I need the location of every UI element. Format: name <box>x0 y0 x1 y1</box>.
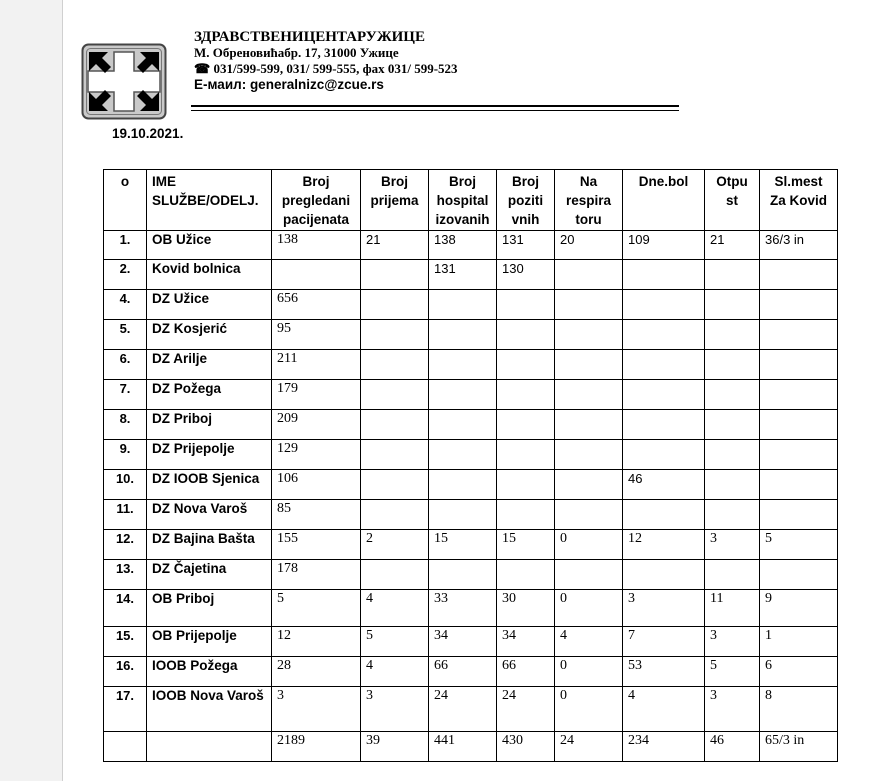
cell-beds <box>760 350 838 380</box>
cell-discharged <box>705 500 760 530</box>
cell-days <box>623 320 705 350</box>
cell-examined: 178 <box>272 560 361 590</box>
cell-hospitalized: 15 <box>429 530 497 560</box>
cell-positive <box>497 290 555 320</box>
col-header-positive: Broj poziti vnih <box>497 170 555 231</box>
cell-no: 9. <box>104 440 147 470</box>
table-header-row <box>104 170 838 231</box>
cell-hospitalized <box>429 500 497 530</box>
cell-positive: 66 <box>497 657 555 687</box>
cell-respirator <box>555 380 623 410</box>
cell-days: 7 <box>623 627 705 657</box>
cell-no: 4. <box>104 290 147 320</box>
cell-beds <box>760 290 838 320</box>
cell-respirator <box>555 500 623 530</box>
cell-positive <box>497 500 555 530</box>
cell-respirator <box>555 320 623 350</box>
cell-positive: 131 <box>497 231 555 260</box>
cell-no: 8. <box>104 410 147 440</box>
cell-hospitalized: 441 <box>429 732 497 762</box>
health-center-logo-icon <box>81 43 167 120</box>
table-row <box>104 470 838 500</box>
cell-hospitalized: 34 <box>429 627 497 657</box>
cell-examined: 95 <box>272 320 361 350</box>
cell-discharged: 3 <box>705 627 760 657</box>
table-row <box>104 440 838 470</box>
cell-hospitalized <box>429 560 497 590</box>
cell-discharged: 3 <box>705 530 760 560</box>
institution-name: ЗДРАВСТВЕНИЦЕНТАРУЖИЦЕ <box>194 29 425 45</box>
cell-beds <box>760 440 838 470</box>
cell-name: DZ Užice <box>147 290 272 320</box>
report-date: 19.10.2021. <box>112 126 184 141</box>
cell-no: 6. <box>104 350 147 380</box>
col-header-discharged: Otpu st <box>705 170 760 231</box>
cell-days: 4 <box>623 687 705 732</box>
cell-respirator <box>555 410 623 440</box>
cell-name: OB Prijepolje <box>147 627 272 657</box>
cell-admissions <box>361 350 429 380</box>
cell-days <box>623 440 705 470</box>
cell-discharged <box>705 260 760 290</box>
cell-hospitalized <box>429 470 497 500</box>
cell-positive: 24 <box>497 687 555 732</box>
cell-respirator: 4 <box>555 627 623 657</box>
cell-hospitalized <box>429 290 497 320</box>
cell-admissions <box>361 500 429 530</box>
cell-positive <box>497 470 555 500</box>
col-header-admissions: Broj prijema <box>361 170 429 231</box>
cell-examined: 2189 <box>272 732 361 762</box>
table-row <box>104 687 838 732</box>
cell-discharged <box>705 350 760 380</box>
cell-hospitalized <box>429 410 497 440</box>
cell-no: 15. <box>104 627 147 657</box>
cell-days <box>623 410 705 440</box>
cell-positive <box>497 350 555 380</box>
cell-no: 16. <box>104 657 147 687</box>
col-header-examined: Broj pregledani pacijenata <box>272 170 361 231</box>
cell-hospitalized <box>429 320 497 350</box>
cell-days <box>623 380 705 410</box>
cell-respirator <box>555 290 623 320</box>
cell-respirator: 0 <box>555 590 623 627</box>
cell-admissions <box>361 560 429 590</box>
cell-positive <box>497 410 555 440</box>
cell-examined: 155 <box>272 530 361 560</box>
cell-days: 12 <box>623 530 705 560</box>
cell-beds: 65/3 in <box>760 732 838 762</box>
cell-respirator: 0 <box>555 657 623 687</box>
cell-no: 14. <box>104 590 147 627</box>
cell-days: 3 <box>623 590 705 627</box>
header-divider-thin <box>191 110 679 111</box>
cell-examined: 129 <box>272 440 361 470</box>
cell-admissions: 3 <box>361 687 429 732</box>
cell-beds <box>760 500 838 530</box>
cell-beds: 6 <box>760 657 838 687</box>
cell-name: DZ Požega <box>147 380 272 410</box>
cell-admissions <box>361 290 429 320</box>
cell-respirator: 20 <box>555 231 623 260</box>
cell-discharged <box>705 290 760 320</box>
cell-examined: 656 <box>272 290 361 320</box>
cell-positive: 130 <box>497 260 555 290</box>
cell-positive: 430 <box>497 732 555 762</box>
cell-name: DZ Kosjerić <box>147 320 272 350</box>
cell-examined: 179 <box>272 380 361 410</box>
cell-beds: 36/3 in <box>760 231 838 260</box>
table-row <box>104 657 838 687</box>
table-row <box>104 560 838 590</box>
cell-admissions: 21 <box>361 231 429 260</box>
cell-days <box>623 350 705 380</box>
cell-admissions <box>361 320 429 350</box>
cell-examined: 85 <box>272 500 361 530</box>
cell-examined: 5 <box>272 590 361 627</box>
table-row <box>104 320 838 350</box>
cell-name: Kovid bolnica <box>147 260 272 290</box>
cell-respirator <box>555 350 623 380</box>
cell-positive <box>497 560 555 590</box>
cell-examined: 3 <box>272 687 361 732</box>
cell-examined: 12 <box>272 627 361 657</box>
document-page <box>62 0 894 781</box>
cell-discharged <box>705 380 760 410</box>
cell-examined <box>272 260 361 290</box>
cell-admissions: 5 <box>361 627 429 657</box>
cell-discharged <box>705 410 760 440</box>
cell-no: 12. <box>104 530 147 560</box>
table-row <box>104 350 838 380</box>
table-row <box>104 732 838 762</box>
cell-discharged: 21 <box>705 231 760 260</box>
table-row <box>104 290 838 320</box>
cell-respirator <box>555 260 623 290</box>
cell-beds <box>760 470 838 500</box>
cell-admissions: 4 <box>361 590 429 627</box>
cell-admissions <box>361 470 429 500</box>
cell-admissions <box>361 260 429 290</box>
cell-days <box>623 290 705 320</box>
institution-email: Е-маил: generalnizc@zcue.rs <box>194 77 384 92</box>
cell-hospitalized: 33 <box>429 590 497 627</box>
cell-respirator <box>555 440 623 470</box>
cell-hospitalized: 131 <box>429 260 497 290</box>
cell-name: DZ Prijepolje <box>147 440 272 470</box>
cell-respirator <box>555 470 623 500</box>
cell-discharged: 3 <box>705 687 760 732</box>
cell-beds: 8 <box>760 687 838 732</box>
cell-examined: 106 <box>272 470 361 500</box>
table-row <box>104 380 838 410</box>
cell-no: 11. <box>104 500 147 530</box>
table-row <box>104 590 838 627</box>
cell-no: 1. <box>104 231 147 260</box>
phone-icon: ☎ <box>194 61 214 76</box>
cell-admissions <box>361 440 429 470</box>
cell-no: 5. <box>104 320 147 350</box>
cell-no: 10. <box>104 470 147 500</box>
cell-discharged <box>705 560 760 590</box>
cell-name: DZ Priboj <box>147 410 272 440</box>
cell-name: OB Užice <box>147 231 272 260</box>
cell-beds <box>760 410 838 440</box>
cell-discharged <box>705 440 760 470</box>
cell-days: 109 <box>623 231 705 260</box>
cell-admissions: 39 <box>361 732 429 762</box>
institution-address: М. Обреновићабр. 17, 31000 Ужице <box>194 45 399 60</box>
letterhead <box>194 29 458 93</box>
institution-phone <box>194 61 458 77</box>
cell-no: 17. <box>104 687 147 732</box>
cell-hospitalized <box>429 440 497 470</box>
table-row <box>104 530 838 560</box>
cell-beds: 9 <box>760 590 838 627</box>
cell-admissions: 2 <box>361 530 429 560</box>
col-header-hospitalized: Broj hospital izovanih <box>429 170 497 231</box>
cell-days: 53 <box>623 657 705 687</box>
cell-beds <box>760 260 838 290</box>
cell-name: DZ Arilje <box>147 350 272 380</box>
cell-beds <box>760 560 838 590</box>
cell-discharged: 46 <box>705 732 760 762</box>
cell-admissions: 4 <box>361 657 429 687</box>
cell-examined: 209 <box>272 410 361 440</box>
cell-discharged <box>705 470 760 500</box>
cell-hospitalized <box>429 380 497 410</box>
cell-examined: 138 <box>272 231 361 260</box>
cell-discharged: 5 <box>705 657 760 687</box>
phone-text: 031/599-599, 031/ 599-555, фах 031/ 599-523 <box>213 61 458 76</box>
table-row <box>104 410 838 440</box>
cell-no <box>104 732 147 762</box>
cell-hospitalized <box>429 350 497 380</box>
cell-positive: 34 <box>497 627 555 657</box>
cell-name: IOOB Nova Varoš <box>147 687 272 732</box>
cell-days: 46 <box>623 470 705 500</box>
col-header-respirator: Na respira toru <box>555 170 623 231</box>
cell-days <box>623 500 705 530</box>
cell-discharged <box>705 320 760 350</box>
cell-beds <box>760 380 838 410</box>
header-divider <box>191 105 679 107</box>
cell-respirator: 0 <box>555 530 623 560</box>
cell-days <box>623 260 705 290</box>
cell-positive <box>497 380 555 410</box>
cell-positive <box>497 320 555 350</box>
table-row <box>104 231 838 260</box>
cell-positive: 30 <box>497 590 555 627</box>
cell-days: 234 <box>623 732 705 762</box>
cell-name <box>147 732 272 762</box>
cell-discharged: 11 <box>705 590 760 627</box>
cell-admissions <box>361 380 429 410</box>
cell-respirator: 0 <box>555 687 623 732</box>
cell-hospitalized: 24 <box>429 687 497 732</box>
cell-name: DZ Nova Varoš <box>147 500 272 530</box>
cell-examined: 211 <box>272 350 361 380</box>
col-header-name: IME SLUŽBE/ODELJ. <box>147 170 272 231</box>
cell-respirator <box>555 560 623 590</box>
report-table <box>103 169 838 762</box>
cell-positive: 15 <box>497 530 555 560</box>
table-row <box>104 500 838 530</box>
cell-examined: 28 <box>272 657 361 687</box>
cell-no: 2. <box>104 260 147 290</box>
col-header-beds: Sl.mest Za Kovid <box>760 170 838 231</box>
cell-positive <box>497 440 555 470</box>
cell-beds <box>760 320 838 350</box>
col-header-days: Dne.bol <box>623 170 705 231</box>
cell-hospitalized: 66 <box>429 657 497 687</box>
cell-name: OB Priboj <box>147 590 272 627</box>
cell-admissions <box>361 410 429 440</box>
cell-name: DZ IOOB Sjenica <box>147 470 272 500</box>
cell-name: IOOB Požega <box>147 657 272 687</box>
table-row <box>104 627 838 657</box>
cell-beds: 1 <box>760 627 838 657</box>
cell-no: 7. <box>104 380 147 410</box>
cell-no: 13. <box>104 560 147 590</box>
cell-days <box>623 560 705 590</box>
cell-hospitalized: 138 <box>429 231 497 260</box>
cell-name: DZ Bajina Bašta <box>147 530 272 560</box>
cell-respirator: 24 <box>555 732 623 762</box>
table-row <box>104 260 838 290</box>
cell-name: DZ Čajetina <box>147 560 272 590</box>
col-header-no: o <box>104 170 147 231</box>
cell-beds: 5 <box>760 530 838 560</box>
